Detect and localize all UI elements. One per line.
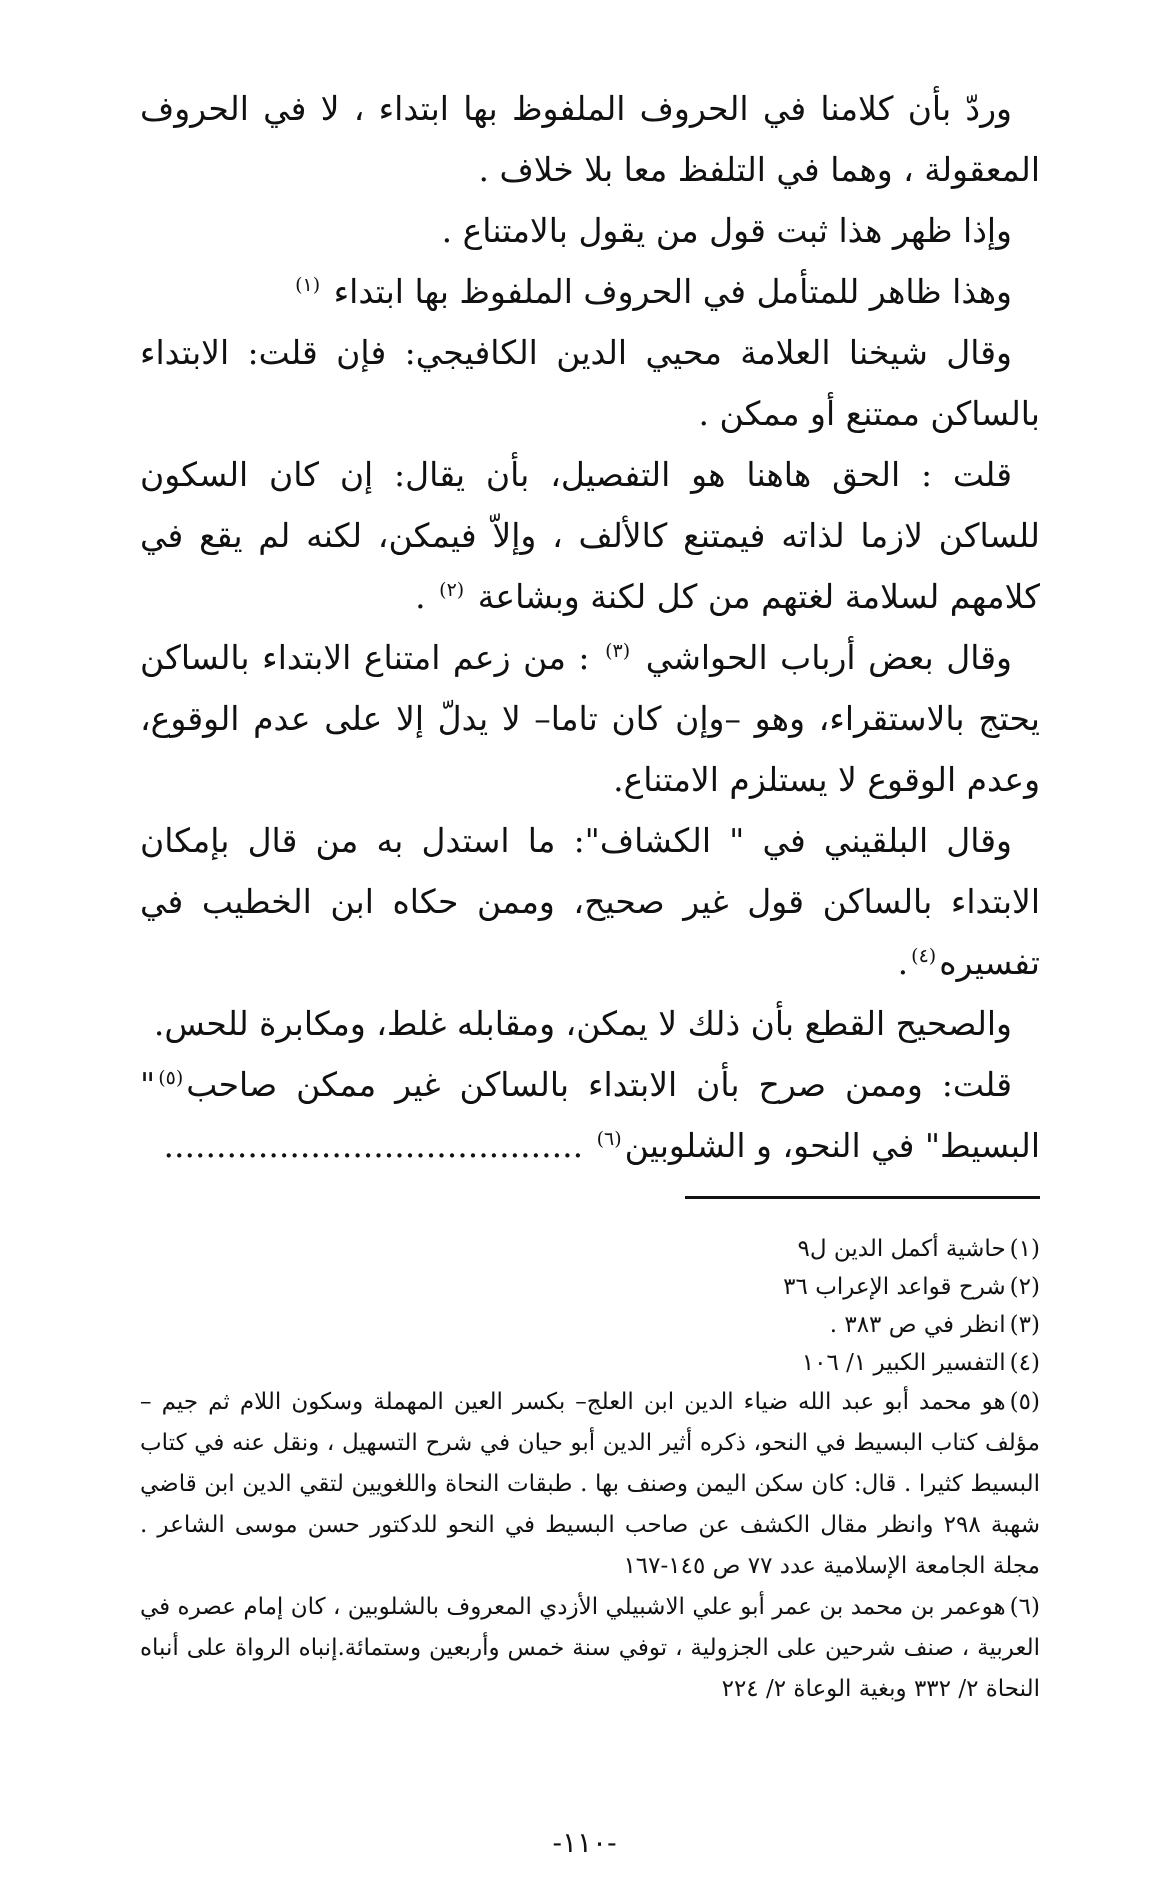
footnote-1 xyxy=(140,1230,1040,1268)
paragraph-2 xyxy=(140,200,1040,261)
footnote-ref-2[interactable]: (٢) xyxy=(439,579,465,601)
paragraph-6-text-b: : من زعم امتناع الابتداء بالساكن يحتج بالاستقراء، وهو –وإن كان تاما– لا يدلّ إلا على عدم الوقوع، وعدم الوقوع لا يستلزم الامتناع. xyxy=(140,638,1040,799)
footnotes xyxy=(140,1230,1040,1710)
paragraph-5 xyxy=(140,444,1040,627)
footnote-text: هوعمر بن محمد بن عمر أبو علي الاشبيلي الأزدي المعروف بالشلوبين ، كان إمام عصره في العربية ، صنف شرحين على الجزولية ، توفي سنة خمس وأربعين وستمائة.إنباه الرواة على أنباه النحاة ٢/ ٣٣٢ وبغية الوعاة ٢/ ٢٢٤ xyxy=(140,1594,1040,1702)
footnote-ref-4[interactable]: (٤) xyxy=(911,945,937,967)
footnote-6 xyxy=(140,1587,1040,1710)
paragraph-1 xyxy=(140,78,1040,200)
footnote-text: انظر في ص ٣٨٣ . xyxy=(829,1312,1006,1338)
footnote-5 xyxy=(140,1382,1040,1587)
paragraph-8-text: والصحيح القطع بأن ذلك لا يمكن، ومقابله غلط، ومكابرة للحس. xyxy=(153,1004,1012,1043)
footnote-text: التفسير الكبير ١/ ١٠٦ xyxy=(801,1350,1006,1376)
main-text xyxy=(140,78,1040,1176)
paragraph-1-text: وردّ بأن كلامنا في الحروف الملفوظ بها ابتداء ، لا في الحروف المعقولة ، وهما في التلفظ معا بلا خلاف . xyxy=(140,89,1040,189)
paragraph-4-text: وقال شيخنا العلامة محيي الدين الكافيجي: فإن قلت: الابتداء بالساكن ممتنع أو ممكن . xyxy=(140,333,1040,433)
footnote-number: (٤) xyxy=(1009,1350,1040,1376)
footnote-ref-5[interactable]: (٥) xyxy=(158,1067,184,1089)
paragraph-7-text: وقال البلقيني في " الكشاف": ما استدل به من قال بإمكان الابتداء بالساكن قول غير صحيح، وممن حكاه ابن الخطيب في تفسيره xyxy=(140,821,1040,982)
footnote-text: حاشية أكمل الدين ل٩ xyxy=(797,1236,1006,1262)
footnote-number: (١) xyxy=(1009,1236,1040,1262)
paragraph-8 xyxy=(140,993,1040,1054)
footnote-number: (٥) xyxy=(1009,1389,1040,1415)
footnote-ref-3[interactable]: (٣) xyxy=(605,640,631,662)
footnote-number: (٦) xyxy=(1009,1594,1040,1620)
footnote-text: هو محمد أبو عبد الله ضياء الدين ابن العلج– بكسر العين المهملة وسكون اللام ثم جيم – مؤلف كتاب البسيط في النحو، ذكره أثير الدين أبو حيان في شرح التسهيل ، ونقل عنه في كتاب البسيط كثيرا . قال: كان سكن اليمن وصنف بها . طبقات النحاة واللغويين لتقي الدين ابن قاضي شهبة ٢٩٨ وانظر مقال الكشف عن صاحب البسيط في النحو للدكتور حسن موسى الشاعر . مجلة الجامعة الإسلامية عدد ٧٧ ص ١٤٥-١٦٧ xyxy=(140,1389,1040,1579)
paragraph-6-text-a: وقال بعض أرباب الحواشي xyxy=(645,638,1012,677)
footnote-2 xyxy=(140,1268,1040,1306)
footnote-divider xyxy=(685,1196,1040,1199)
paragraph-5-end: . xyxy=(415,577,426,616)
ellipsis-dots: ........................................ xyxy=(163,1126,584,1165)
paragraph-3 xyxy=(140,261,1040,322)
footnote-ref-1[interactable]: (١) xyxy=(295,274,321,296)
page-content xyxy=(140,78,1040,1702)
paragraph-2-text: وإذا ظهر هذا ثبت قول من يقول بالامتناع . xyxy=(441,211,1012,250)
page-number: -١١٠- xyxy=(552,1826,617,1859)
footnote-number: (٣) xyxy=(1009,1312,1040,1338)
footnote-number: (٢) xyxy=(1009,1274,1040,1300)
footnote-4 xyxy=(140,1344,1040,1382)
paragraph-6 xyxy=(140,627,1040,810)
footnote-text: شرح قواعد الإعراب ٣٦ xyxy=(783,1274,1006,1300)
paragraph-9 xyxy=(140,1054,1040,1176)
paragraph-7-end: . xyxy=(897,943,909,982)
footnote-3 xyxy=(140,1306,1040,1344)
paragraph-9-text-a: قلت: وممن صرح بأن الابتداء بالساكن غير ممكن صاحب xyxy=(186,1065,1012,1104)
paragraph-7 xyxy=(140,810,1040,993)
paragraph-9-text-b: " البسيط" في النحو، و الشلوبين xyxy=(140,1065,1040,1165)
paragraph-5-text: قلت : الحق هاهنا هو التفصيل، بأن يقال: إن كان السكون للساكن لازما لذاته فيمتنع كالألف ، وإلاّ فيمكن، لكنه لم يقع في كلامهم لسلامة لغتهم من كل لكنة وبشاعة xyxy=(140,455,1040,616)
footnote-ref-6[interactable]: (٦) xyxy=(596,1128,622,1150)
paragraph-4 xyxy=(140,322,1040,444)
paragraph-3-text: وهذا ظاهر للمتأمل في الحروف الملفوظ بها ابتداء xyxy=(333,272,1012,311)
